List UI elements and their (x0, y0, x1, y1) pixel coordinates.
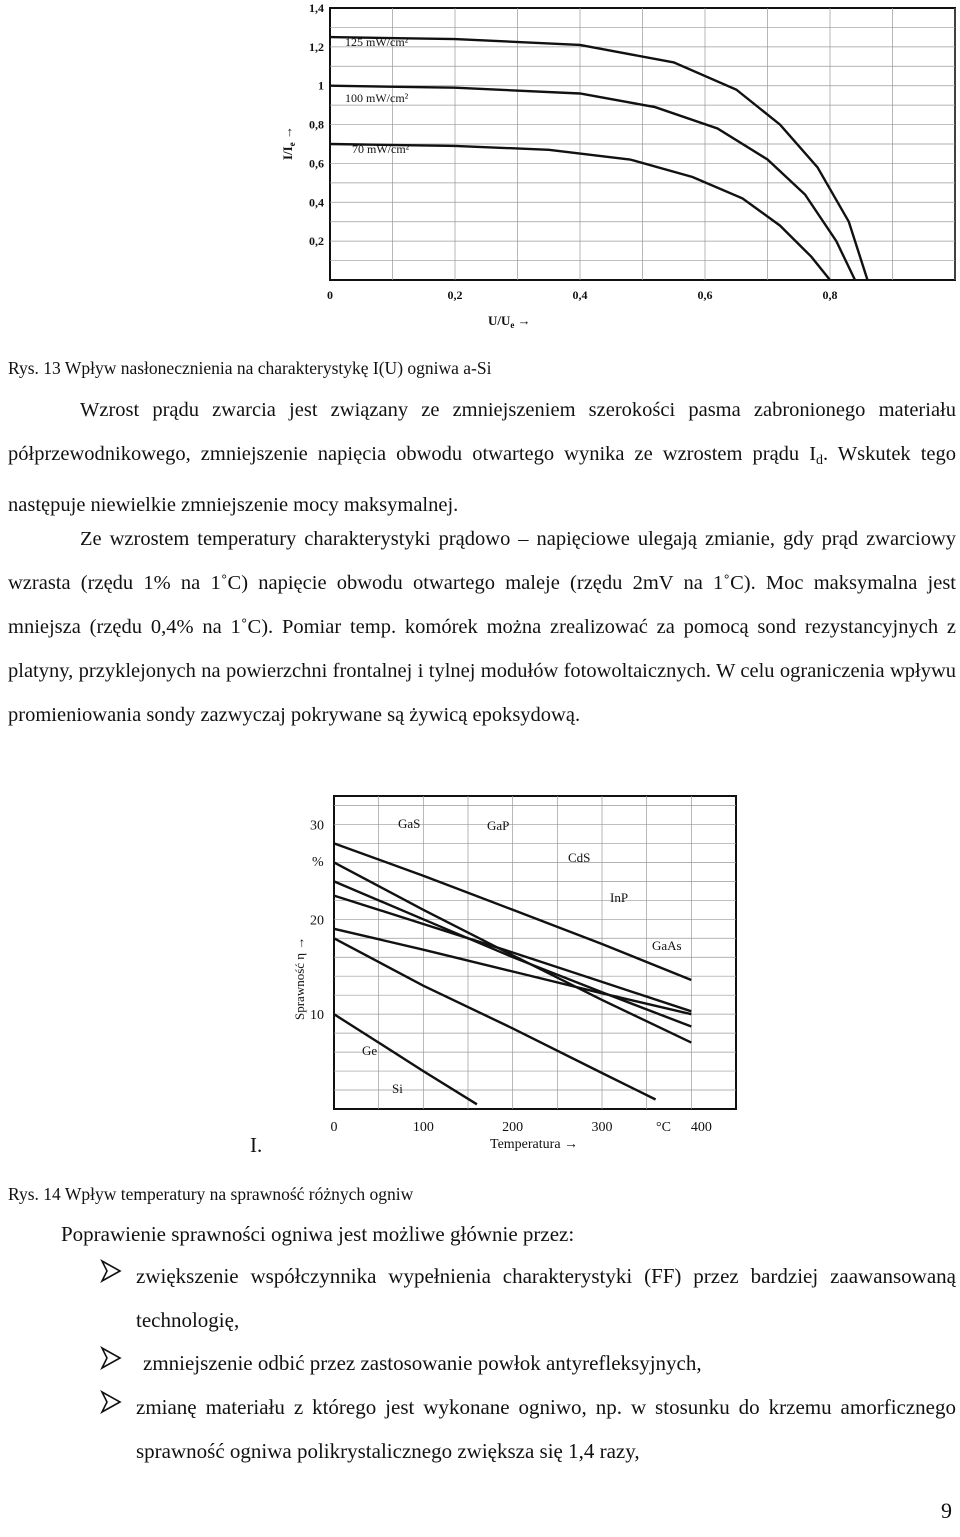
figure-14-caption: Rys. 14 Wpływ temperatury na sprawność różnych ogniw (8, 1184, 414, 1204)
bullet-item (100, 1341, 956, 1385)
y-tick-label: 30 (310, 818, 324, 834)
chart2-label-gap: GaP (487, 818, 510, 833)
y-tick-label: 10 (310, 1008, 324, 1024)
x-tick-label: 200 (502, 1120, 524, 1135)
y-tick-label: 0,4 (309, 195, 324, 210)
x-tick-label: 100 (412, 1120, 434, 1135)
x-tick-label: 0 (330, 1120, 338, 1135)
chart2-label-gas: GaS (398, 816, 421, 831)
series-line (334, 1014, 477, 1104)
chart2-x-unit: °C (656, 1120, 671, 1135)
chart2-y-tick-labels (310, 818, 324, 1023)
series-line (334, 938, 656, 1099)
chart1-series-label-100: 100 mW/cm² (345, 91, 409, 105)
bullet-text: zmianę materiału z którego jest wykonane ogniwo, np. w stosunku do krzemu amorficznego sprawność ogniwa polikrystalicznego zwiększa się 1,4 razy, (136, 1395, 956, 1463)
chart2-label-ge: Ge (362, 1043, 378, 1058)
chart2-ylabel: Sprawność η → (292, 936, 307, 1020)
chart1-series-label-125: 125 mW/cm² (345, 35, 409, 49)
chart1-grid (330, 8, 955, 280)
bullet-item (100, 1385, 956, 1473)
chart1-series-label-70: 70 mW/cm² (352, 142, 410, 156)
improvement-intro: Poprawienie sprawności ogniwa jest możliwe głównie przez: (61, 1222, 575, 1246)
chart1-xlabel: $U/U_e$ → (488, 313, 531, 330)
bullet-item (100, 1254, 956, 1342)
x-tick-label: 0,2 (447, 288, 463, 302)
figure-temperature-chart (0, 790, 960, 1170)
chart1-series (330, 37, 868, 280)
bullet-text: zmniejszenie odbić przez zastosowanie powłok antyrefleksyjnych, (143, 1351, 702, 1375)
x-tick-label: 300 (591, 1120, 613, 1135)
series-line (330, 37, 868, 280)
y-tick-label: 1 (318, 78, 324, 93)
section-marker: I. (250, 1133, 263, 1157)
x-tick-label: 0,4 (572, 288, 588, 302)
x-tick-label: 0 (327, 288, 333, 302)
chart1-ylabel: $I/I_e$ → (280, 126, 297, 160)
chart2-label-cds: CdS (568, 850, 591, 865)
y-tick-label: 1,4 (309, 1, 324, 15)
arrow-bullet-icon (100, 1259, 122, 1283)
x-tick-label: 0,8 (822, 288, 838, 302)
y-tick-label: 0,8 (309, 117, 324, 132)
chart2-x-tick-labels (331, 1120, 712, 1135)
figure-13-caption: Rys. 13 Wpływ nasłonecznienia na charakterystykę I(U) ogniwa a-Si (8, 358, 492, 378)
y-tick-label: 20 (310, 913, 324, 929)
arrow-bullet-icon (100, 1346, 122, 1370)
page-number: 9 (941, 1498, 952, 1523)
chart2-xlabel: Temperatura → (490, 1137, 579, 1152)
y-tick-label: 1,2 (309, 39, 324, 54)
paragraph-short-circuit: Wzrost prądu zwarcia jest związany ze zmniejszeniem szerokości pasma zabronionego materiału półprzewodnikowego, zmniejszenie napięcia obwodu otwartego wynika ze wzrostem prądu $I_d$. Wskutek tego następuje niewielkie zmniejszenie mocy maksymalnej. (8, 399, 956, 516)
y-tick-label: 0,2 (309, 234, 324, 249)
bullet-text: zwiększenie współczynnika wypełnienia charakterystyki (FF) przez bardziej zaawansowaną technologię, (136, 1264, 956, 1332)
paragraph-temperature: Ze wzrostem temperatury charakterystyki prądowo – napięciowe ulegają zmianie, gdy prąd zwarciowy wzrasta (rzędu 1% na 1˚C) napięcie obwodu otwartego maleje (rzędu 2mV na 1˚C). Moc maksymalna jest mniejsza (rzędu 0,4% na 1˚C). Pomiar temp. komórek można zrealizować za pomocą sond rezystancyjnych z platyny, przyklejonych na powierzchni frontalnej i tylnej modułów fotowoltaicznych. W celu ograniczenia wpływu promieniowania sondy zazwyczaj pokrywane są żywicą epoksydową. (8, 528, 956, 726)
chart1-x-tick-labels (327, 288, 838, 302)
figure-iu-chart (0, 0, 960, 340)
arrow-bullet-icon (100, 1390, 122, 1414)
chart2-label-gaas: GaAs (652, 938, 682, 953)
chart2-y-unit: % (312, 855, 324, 870)
x-tick-label: 400 (690, 1120, 712, 1135)
y-tick-label: 0,6 (309, 156, 324, 171)
chart2-label-inp: InP (610, 890, 629, 905)
chart1-y-tick-labels (309, 1, 324, 248)
x-tick-label: 0,6 (697, 288, 713, 302)
chart2-label-si: Si (392, 1081, 403, 1096)
